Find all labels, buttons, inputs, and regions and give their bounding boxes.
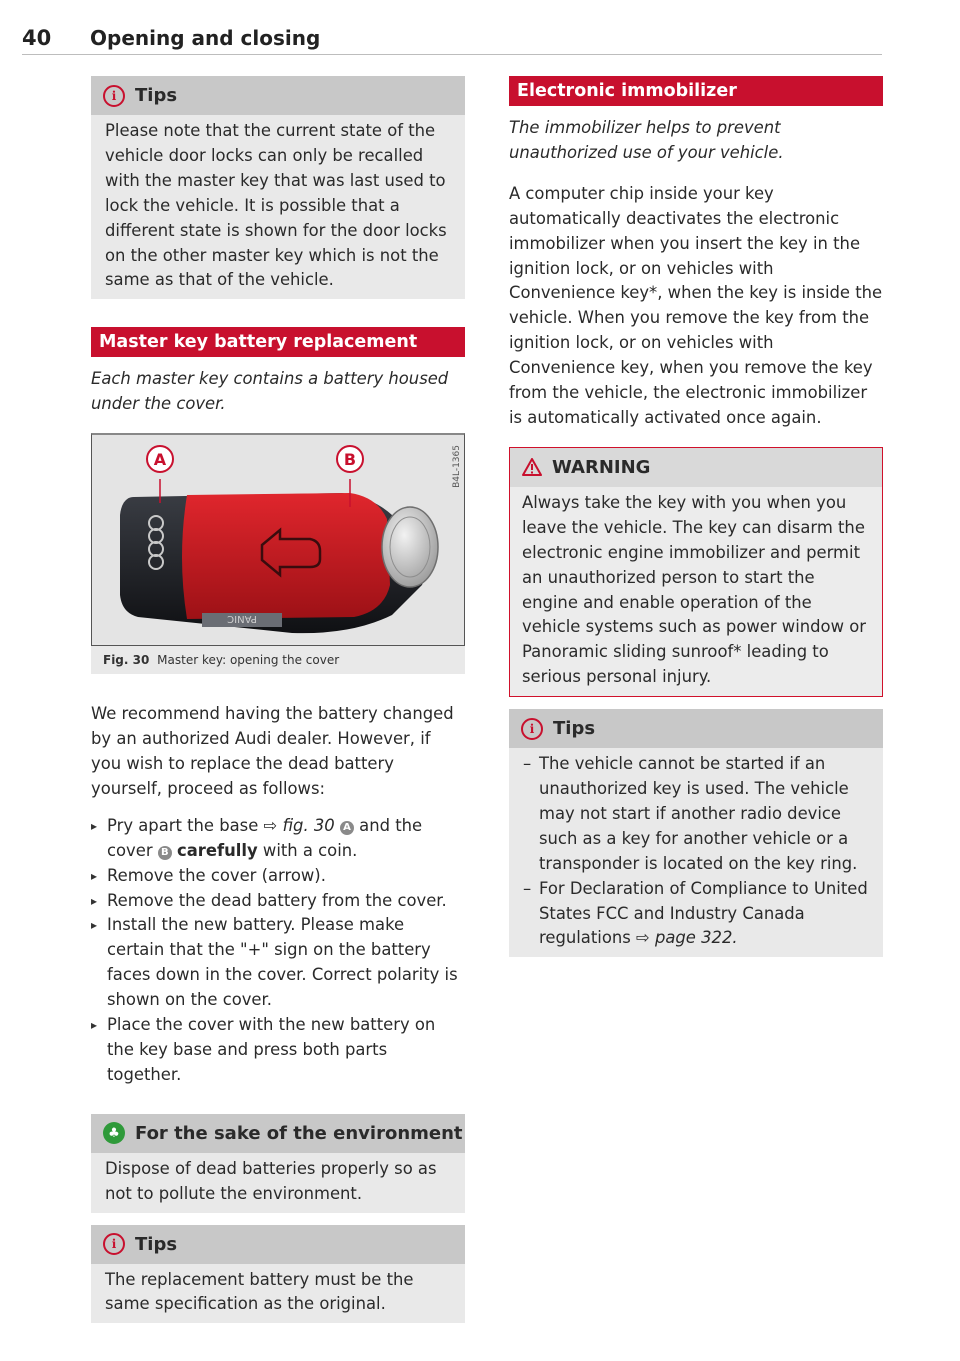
step-item: ▸ Remove the dead battery from the cover. xyxy=(91,889,465,914)
warning-box xyxy=(509,447,883,697)
section-title: Master key battery replacement xyxy=(91,327,465,357)
environment-header xyxy=(91,1114,465,1153)
tips-heading: Tips xyxy=(553,718,596,740)
step-text: and the cover xyxy=(107,815,423,860)
tips-box xyxy=(91,1225,465,1324)
step-text: with a coin. xyxy=(262,840,358,860)
warning-icon xyxy=(522,458,542,476)
environment-text: Dispose of dead batteries properly so as not to pollute the environment. xyxy=(105,1158,437,1203)
tips-header xyxy=(91,1225,465,1264)
section-intro: The immobilizer helps to prevent unauthorized use of your vehicle. xyxy=(509,118,784,162)
step-item: ▸ Remove the cover (arrow). xyxy=(91,864,465,889)
tips-header xyxy=(91,76,465,115)
tips-heading: Tips xyxy=(135,1233,178,1255)
figure-code: B4L-1365 xyxy=(452,445,462,489)
step-item xyxy=(91,814,465,864)
callout-b-label: B xyxy=(343,450,357,470)
key-cover xyxy=(182,493,390,619)
info-icon: i xyxy=(103,1233,125,1255)
callout-a-label: A xyxy=(153,450,167,470)
tips-box xyxy=(509,709,883,957)
tips-header xyxy=(509,709,883,748)
section-title: Electronic immobilizer xyxy=(509,76,883,106)
panic-label: PANIC xyxy=(227,613,257,625)
body-text: A computer chip inside your key automatically deactivates the electronic immobilizer when you insert the key in the ignition lock, or on vehicles with Convenience key*, when the key is inside the vehicle. When you remove the key from the ignition lock, or on vehicles with Convenience key, when you remove the key from the vehicle, the electronic immobilizer is automatically activated once again. xyxy=(509,183,883,427)
page-header xyxy=(22,24,882,55)
tips-text: Please note that the current state of the vehicle door locks can only be recalled with the master key that was last used to lock the vehicle. It is possible that a different state is shown for the door locks on the other master key which is not the same as that of the vehicle. xyxy=(105,121,447,290)
figure-number: Fig. 30 xyxy=(103,653,150,668)
environment-box xyxy=(91,1114,465,1213)
step-item: ▸ Install the new battery. Please make certain that the "+" sign on the battery faces down in the cover. Correct polarity is shown on the cover. xyxy=(91,913,465,1013)
page-link[interactable]: ⇨ page 322. xyxy=(636,928,738,948)
left-column xyxy=(91,76,465,1339)
callout-a-marker: A xyxy=(340,821,354,835)
tips-item xyxy=(523,877,871,952)
tips-box xyxy=(91,76,465,299)
step-emphasis: carefully xyxy=(177,840,258,860)
chapter-title: Opening and closing xyxy=(90,26,321,50)
tips-list xyxy=(523,752,871,951)
tips-item: – The vehicle cannot be started if an unauthorized key is used. The vehicle may not start if another radio device such as a key for another vehicle or a transponder is located on the key ring. xyxy=(523,752,871,877)
figure xyxy=(91,433,465,674)
figure-image xyxy=(91,433,465,646)
warning-heading: WARNING xyxy=(552,456,651,478)
section-intro: Each master key contains a battery housed under the cover. xyxy=(91,369,449,414)
warning-header xyxy=(510,448,882,487)
warning-text: Always take the key with you when you leave the vehicle. The key can disarm the electronic engine immobilizer and permit an unauthorized person to start the engine and enable operation of the vehicle systems such as power window or Panoramic sliding sunroof* leading to serious personal injury. xyxy=(522,492,866,687)
info-icon: i xyxy=(521,718,543,740)
tips-text: The replacement battery must be the same specification as the original. xyxy=(105,1269,414,1314)
step-list xyxy=(91,814,465,1088)
environment-heading: For the sake of the environment xyxy=(135,1122,463,1144)
figure-caption xyxy=(91,646,465,674)
environment-icon: ♣ xyxy=(103,1122,125,1144)
tips-item-text: For Declaration of Compliance to United States FCC and Industry Canada regulations xyxy=(539,878,868,948)
body-text: We recommend having the battery changed by an authorized Audi dealer. However, if you wish to replace the dead battery yourself, proceed as follows: xyxy=(91,704,454,798)
tips-heading: Tips xyxy=(135,85,178,106)
right-column xyxy=(509,76,883,973)
figure-link[interactable]: ⇨ fig. 30 xyxy=(263,815,335,835)
callout-b-marker: B xyxy=(158,846,172,860)
figure-caption-text: Master key: opening the cover xyxy=(157,653,340,668)
step-text: Pry apart the base xyxy=(107,815,259,835)
step-item: ▸ Place the cover with the new battery on the key base and press both parts together. xyxy=(91,1013,465,1088)
master-key-illustration xyxy=(92,435,464,643)
page-number: 40 xyxy=(22,26,52,50)
info-icon: i xyxy=(103,85,125,107)
